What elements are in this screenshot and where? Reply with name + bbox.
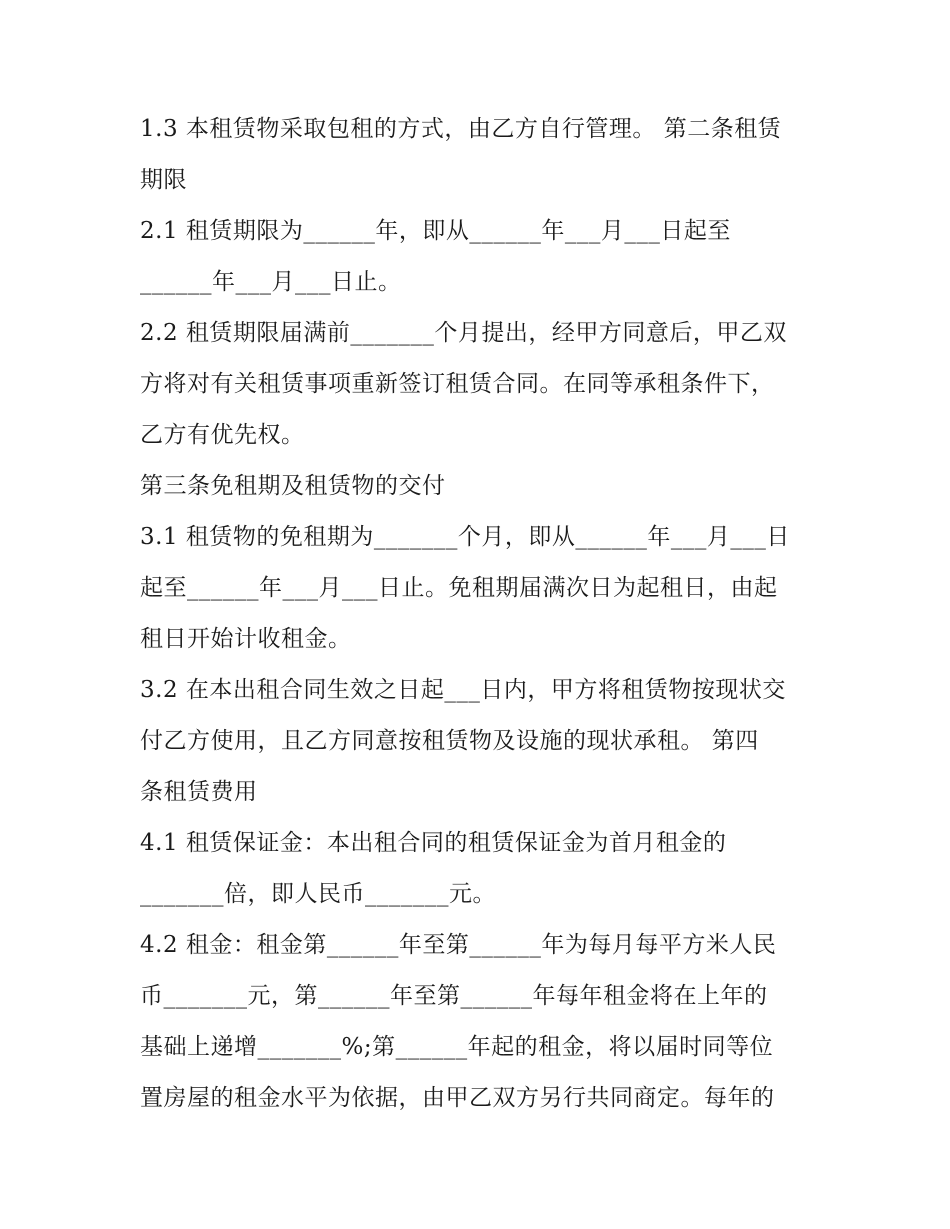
text-line: 3.1 租赁物的免租期为_______个月，即从______年___月___日 bbox=[140, 524, 790, 550]
text-line: _______倍，即人民币_______元。 bbox=[140, 881, 496, 907]
text-line: 基础上递增_______%;第______年起的租金，将以届时同等位 bbox=[140, 1034, 774, 1060]
text-line: 置房屋的租金水平为依据，由甲乙双方另行共同商定。每年的 bbox=[140, 1085, 775, 1111]
text-line: 2.2 租赁期限届满前_______个月提出，经甲方同意后，甲乙双 bbox=[140, 320, 787, 346]
document-body bbox=[140, 104, 830, 1124]
text-line: 乙方有优先权。 bbox=[140, 422, 305, 448]
text-line: 方将对有关租赁事项重新签订租赁合同。在同等承租条件下， bbox=[140, 371, 775, 397]
text-line: 起至______年___月___日止。免租期届满次日为起租日，由起 bbox=[140, 575, 778, 601]
text-line: 2.1 租赁期限为______年，即从______年___月___日起至 bbox=[140, 218, 731, 244]
text-line: 3.2 在本出租合同生效之日起___日内，甲方将租赁物按现状交 bbox=[140, 677, 786, 703]
text-line: 付乙方使用，且乙方同意按租赁物及设施的现状承租。 第四 bbox=[140, 728, 759, 754]
text-line: 币_______元，第______年至第______年每年租金将在上年的 bbox=[140, 983, 768, 1009]
text-line: 租日开始计收租金。 bbox=[140, 626, 352, 652]
text-line: 1.3 本租赁物采取包租的方式，由乙方自行管理。 第二条租赁 bbox=[140, 116, 782, 142]
text-line: ______年___月___日止。 bbox=[140, 269, 402, 295]
text-line: 4.1 租赁保证金：本出租合同的租赁保证金为首月租金的 bbox=[140, 830, 727, 856]
text-line: 期限 bbox=[140, 167, 187, 193]
text-line: 4.2 租金：租金第______年至第______年为每月每平方米人民 bbox=[140, 932, 777, 958]
section-heading: 第三条免租期及租赁物的交付 bbox=[140, 473, 446, 499]
text-line: 条租赁费用 bbox=[140, 779, 258, 805]
